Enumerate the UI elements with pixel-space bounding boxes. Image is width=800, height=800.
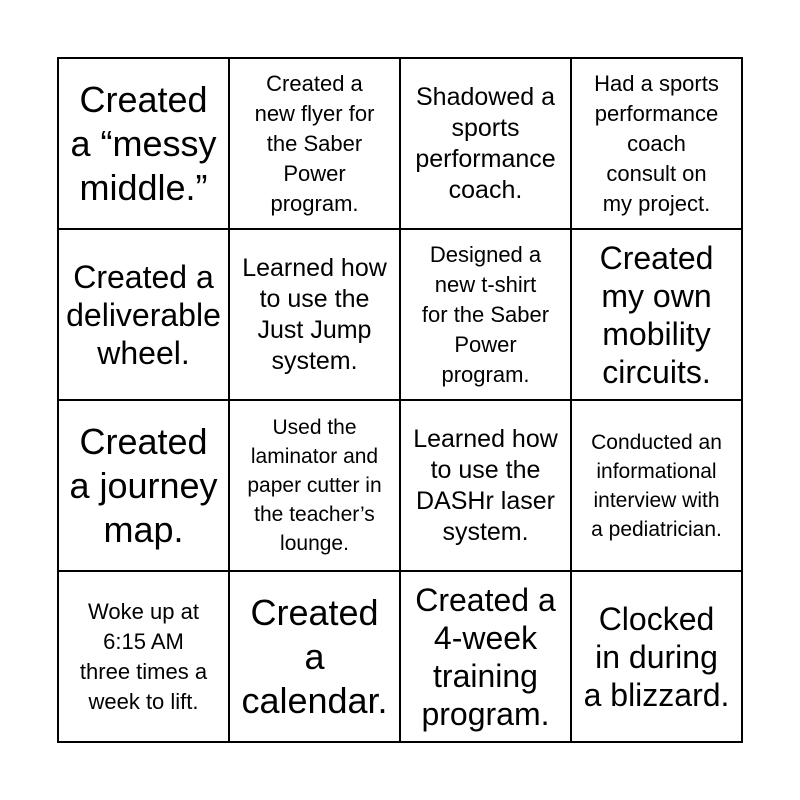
bingo-cell[interactable] — [58, 58, 229, 229]
bingo-cell[interactable] — [58, 571, 229, 742]
bingo-cell[interactable] — [400, 571, 571, 742]
cell-text: Designed a new t-shirt for the Saber Power program. — [421, 241, 550, 387]
bingo-cell[interactable] — [229, 400, 400, 571]
cell-text: Created a journey map. — [69, 420, 218, 550]
bingo-cell[interactable] — [571, 571, 742, 742]
cell-text: Clocked in during a blizzard. — [583, 600, 730, 713]
cell-text: Created a 4-week training program. — [415, 581, 556, 732]
cell-text: Created a deliverable wheel. — [66, 258, 221, 371]
cell-text: Created a “messy middle.” — [70, 78, 217, 208]
cell-text: Created a new flyer for the Saber Power program. — [254, 70, 375, 216]
cell-text: Learned how to use the Just Jump system. — [242, 253, 387, 375]
cell-text: Used the laminator and paper cutter in the teacher’s lounge. — [247, 416, 382, 555]
cell-text: Created a calendar. — [241, 591, 388, 721]
bingo-cell[interactable] — [400, 400, 571, 571]
cell-text: Woke up at 6:15 AM three times a week to lift. — [79, 598, 208, 714]
cell-text: Shadowed a sports performance coach. — [415, 82, 556, 204]
bingo-cell[interactable] — [229, 229, 400, 400]
bingo-cell[interactable] — [400, 58, 571, 229]
cell-text: Had a sports performance coach consult on my project. — [594, 70, 719, 216]
bingo-board — [57, 57, 743, 743]
bingo-cell[interactable] — [229, 571, 400, 742]
cell-text: Conducted an informational interview with a pediatrician. — [591, 430, 722, 541]
bingo-cell[interactable] — [571, 400, 742, 571]
cell-text: Learned how to use the DASHr laser system. — [413, 424, 558, 546]
bingo-cell[interactable] — [58, 400, 229, 571]
bingo-cell[interactable] — [229, 58, 400, 229]
cell-text: Created my own mobility circuits. — [599, 239, 714, 390]
bingo-cell[interactable] — [571, 229, 742, 400]
bingo-cell[interactable] — [400, 229, 571, 400]
bingo-cell[interactable] — [571, 58, 742, 229]
bingo-cell[interactable] — [58, 229, 229, 400]
